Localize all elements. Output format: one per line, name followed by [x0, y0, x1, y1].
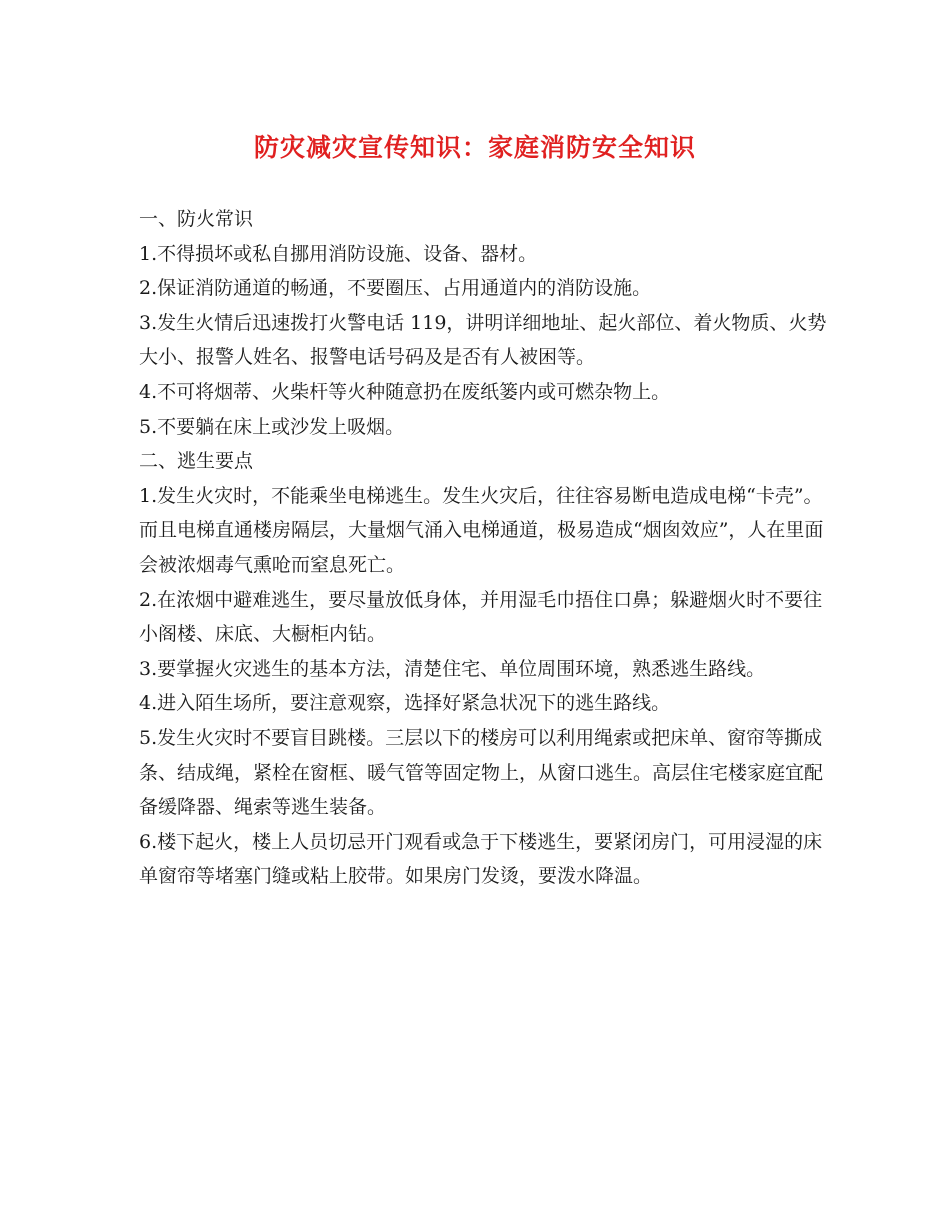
paragraph: 2.保证消防通道的畅通，不要圈压、占用通道内的消防设施。: [139, 277, 652, 300]
section-heading-escape-tips: 二、逃生要点: [139, 450, 254, 473]
section-heading-fire-prevention: 一、防火常识: [139, 208, 254, 230]
paragraph: 5.发生火灾时不要盲目跳楼。三层以下的楼房可以利用绳索或把床单、窗帘等撕成条、结成绳，紧栓在窗框、暖气管等固定物上，从窗口逃生。高层住宅楼家庭宜配备缓降器、绳索等逃生装备。: [139, 726, 824, 819]
paragraph: 1.发生火灾时，不能乘坐电梯逃生。发生火灾后，往往容易断电造成电梯“卡壳”。而且电梯直通楼房隔层，大量烟气涌入电梯通道，极易造成“烟囱效应”，人在里面会被浓烟毒气熏呛而窒息死亡。: [139, 484, 824, 576]
paragraph: 5.不要躺在床上或沙发上吸烟。: [139, 415, 405, 438]
paragraph: 3.发生火情后迅速拨打火警电话 119，讲明详细地址、起火部位、着火物质、火势大小、报警人姓名、报警电话号码及是否有人被困等。: [139, 311, 827, 369]
document-body: [139, 202, 829, 894]
paragraph: 6.楼下起火，楼上人员切忌开门观看或急于下楼逃生，要紧闭房门，可用浸湿的床单窗帘等堵塞门缝或粘上胶带。如果房门发烫，要泼水降温。: [139, 830, 823, 888]
paragraph: 3.要掌握火灾逃生的基本方法，清楚住宅、单位周围环境，熟悉逃生路线。: [139, 657, 766, 680]
paragraph: 2.在浓烟中避难逃生，要尽量放低身体，并用湿毛巾捂住口鼻；躲避烟火时不要往小阁楼、床底、大橱柜内钻。: [139, 588, 823, 646]
document-title: 防灾减灾宣传知识：家庭消防安全知识: [253, 133, 696, 162]
paragraph: 4.不可将烟蒂、火柴杆等火种随意扔在废纸篓内或可燃杂物上。: [139, 380, 671, 403]
paragraph: 1.不得损坏或私自挪用消防设施、设备、器材。: [139, 242, 538, 265]
paragraph: 4.进入陌生场所，要注意观察，选择好紧急状况下的逃生路线。: [139, 692, 671, 715]
